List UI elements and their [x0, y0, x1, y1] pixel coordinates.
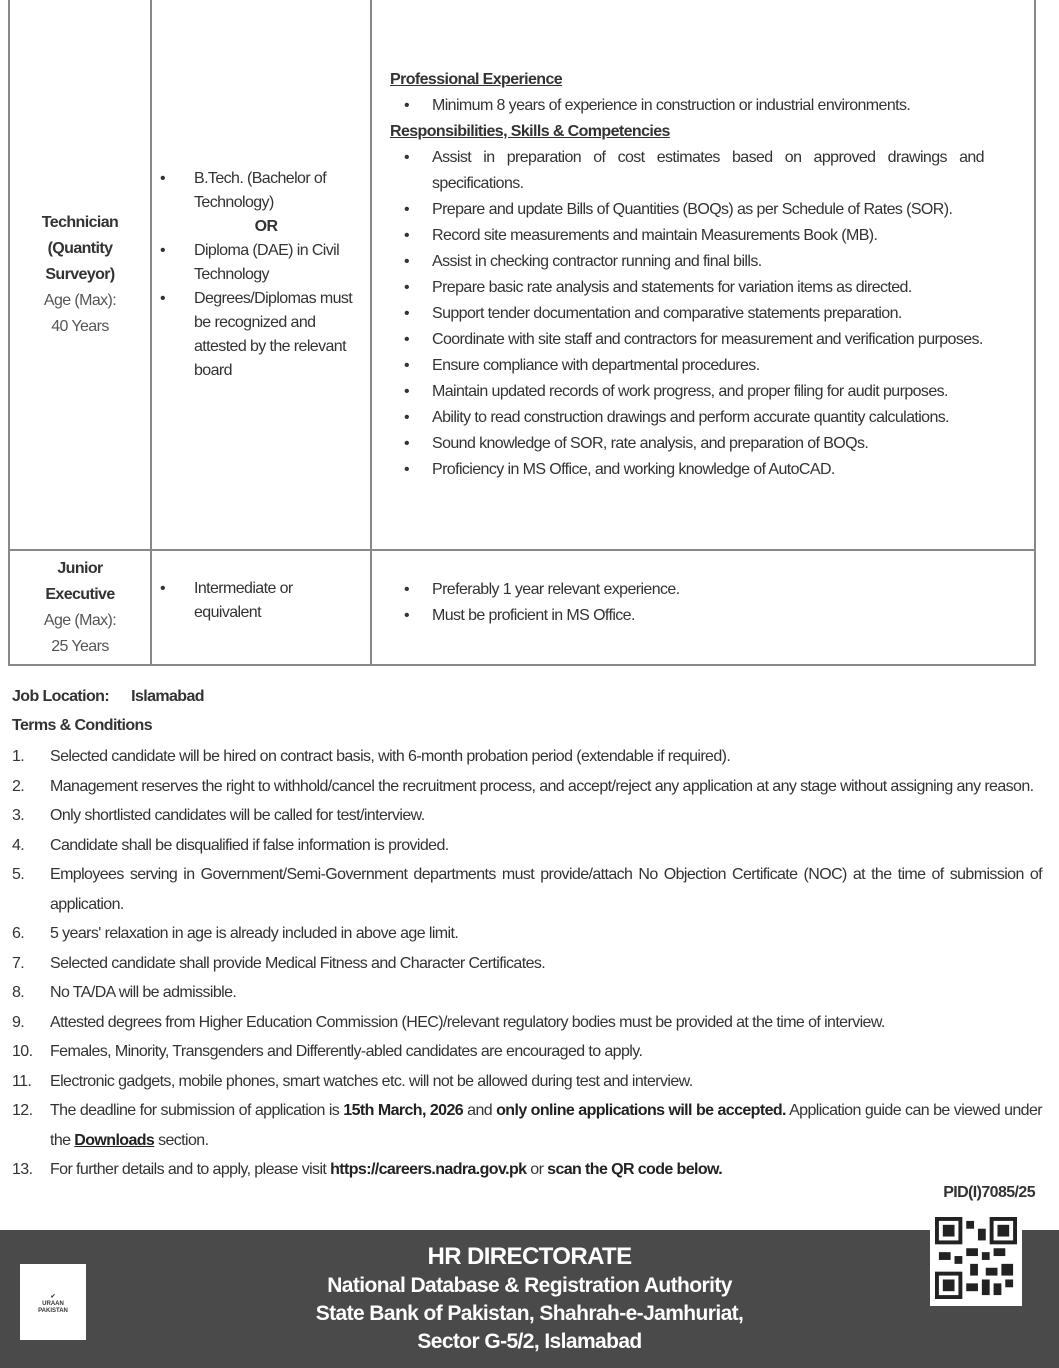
- term-text: Employees serving in Government/Semi-Government departments must provide/attach No Objection Certificate (NOC) at the time of submission of application.: [50, 866, 1042, 913]
- age-value: 40 Years: [51, 317, 109, 335]
- term-item: 10. Females, Minority, Transgenders and Differently-abled candidates are encouraged to apply.: [12, 1043, 643, 1060]
- job-location: [12, 684, 204, 710]
- skill-item: • Support tender documentation and comparative statements preparation.: [390, 301, 984, 327]
- term-text: Candidate shall be disqualified if false information is provided.: [50, 836, 449, 854]
- experience-heading: Professional Experience: [390, 70, 563, 88]
- term-text: Electronic gadgets, mobile phones, smart watches etc. will not be allowed during test and interview.: [50, 1072, 693, 1090]
- skill-item: • Maintain updated records of work progress, and proper filing for audit purposes.: [390, 379, 984, 405]
- experience-cell: [371, 0, 1035, 550]
- term-item: 6. 5 years' relaxation in age is already included in above age limit.: [12, 925, 459, 942]
- skill-item: • Assist in preparation of cost estimates based on approved drawings and specifications.: [390, 145, 984, 197]
- skills-list: [390, 145, 984, 483]
- careers-link[interactable]: https://careers.nadra.gov.pk: [330, 1161, 527, 1178]
- skill-item: • Prepare and update Bills of Quantities (BOQs) as per Schedule of Rates (SOR).: [390, 197, 984, 223]
- job-location-value: Islamabad: [131, 688, 204, 705]
- term-text: Only shortlisted candidates will be called for test/interview.: [50, 807, 425, 824]
- qualification-item: • B.Tech. (Bachelor of Technology): [160, 167, 360, 215]
- skill-item: • Ensure compliance with departmental procedures.: [390, 353, 984, 379]
- footer-address: Sector G-5/2, Islamabad: [417, 1330, 642, 1353]
- table-row: [9, 550, 1035, 665]
- qualification-item: • Intermediate or equivalent: [160, 577, 360, 625]
- age-value: 25 Years: [51, 637, 109, 655]
- footer-title: HR DIRECTORATE: [427, 1243, 632, 1270]
- qualification-item: • Degrees/Diplomas must be recognized and attested by the relevant board: [160, 287, 360, 383]
- footer-org: National Database & Registration Authority: [327, 1274, 732, 1297]
- skill-item: • Proficiency in MS Office, and working knowledge of AutoCAD.: [390, 457, 984, 483]
- skill-item: • Record site measurements and maintain Measurements Book (MB).: [390, 223, 984, 249]
- position-cell: [9, 0, 151, 550]
- term-item: 2. Management reserves the right to withhold/cancel the recruitment process, and accept/reject any application at any stage without assigning any reason.: [12, 777, 1034, 795]
- or-label: OR: [254, 217, 278, 235]
- job-location-label: Job Location:: [12, 688, 110, 705]
- age-label: Age (Max):: [43, 611, 117, 629]
- positions-table: [8, 0, 1036, 666]
- term-text: Selected candidate will be hired on contract basis, with 6-month probation period (extendable if required).: [50, 748, 731, 765]
- experience-item: • Must be proficient in MS Office.: [390, 603, 984, 629]
- skill-item: • Assist in checking contractor running and final bills.: [390, 249, 984, 275]
- term-text: Attested degrees from Higher Education Commission (HEC)/relevant regulatory bodies must be provided at the time of interview.: [50, 1013, 885, 1031]
- term-text: Management reserves the right to withhold/cancel the recruitment process, and accept/reject any application at any stage without assigning any reason.: [50, 777, 1034, 795]
- footer: [0, 1230, 1059, 1368]
- terms-list: [12, 742, 1042, 1185]
- skill-item: • Ability to read construction drawings and perform accurate quantity calculations.: [390, 405, 984, 431]
- position-cell: [9, 550, 151, 665]
- position-title: Junior: [57, 559, 103, 577]
- experience-item: • Minimum 8 years of experience in construction or industrial environments.: [390, 93, 984, 119]
- skill-item: • Sound knowledge of SOR, rate analysis, and preparation of BOQs.: [390, 431, 984, 457]
- term-item: 8. No TA/DA will be admissible.: [12, 984, 237, 1001]
- term-text: 5 years' relaxation in age is already included in above age limit.: [50, 925, 459, 942]
- footer-address: State Bank of Pakistan, Shahrah-e-Jamhuriat,: [315, 1302, 744, 1325]
- qualification-cell: [151, 0, 371, 550]
- qr-code-icon: [935, 1215, 1017, 1301]
- term-item: 1. Selected candidate will be hired on contract basis, with 6-month probation period (extendable if required).: [12, 748, 731, 765]
- term-item: 3. Only shortlisted candidates will be called for test/interview.: [12, 807, 425, 824]
- skill-item: • Prepare basic rate analysis and statements for variation items as directed.: [390, 275, 984, 301]
- experience-item: • Preferably 1 year relevant experience.: [390, 577, 984, 603]
- term-text: Females, Minority, Transgenders and Differently-abled candidates are encouraged to apply.: [50, 1043, 643, 1060]
- qr-code[interactable]: [930, 1210, 1022, 1306]
- pid-number: PID(I)7085/25: [943, 1184, 1035, 1201]
- position-title: Technician: [41, 213, 119, 231]
- downloads-link[interactable]: Downloads: [74, 1131, 155, 1149]
- position-title: Executive: [45, 585, 115, 603]
- term-text: Selected candidate shall provide Medical Fitness and Character Certificates.: [50, 954, 546, 972]
- experience-cell: [371, 550, 1035, 665]
- qualification-item: • Diploma (DAE) in Civil Technology: [160, 239, 360, 287]
- skills-heading: Responsibilities, Skills & Competencies: [390, 122, 670, 140]
- age-label: Age (Max):: [43, 291, 117, 309]
- term-item: 13. For further details and to apply, please visit https://careers.nadra.gov.pk or scan the QR code below.: [12, 1161, 723, 1178]
- table-row: [9, 0, 1035, 550]
- qualification-cell: [151, 550, 371, 665]
- term-text: No TA/DA will be admissible.: [50, 984, 237, 1001]
- skill-item: • Coordinate with site staff and contractors for measurement and verification purposes.: [390, 327, 984, 353]
- term-item: 9. Attested degrees from Higher Education Commission (HEC)/relevant regulatory bodies must be provided at the time of interview.: [12, 1013, 885, 1031]
- term-item: 5. Employees serving in Government/Semi-Government departments must provide/attach No Objection Certificate (NOC) at the time of submission of application.: [12, 866, 1042, 913]
- term-item: 4. Candidate shall be disqualified if false information is provided.: [12, 836, 449, 854]
- position-title: Surveyor): [45, 265, 115, 283]
- terms-heading: Terms & Conditions: [12, 717, 153, 734]
- term-item: 11. Electronic gadgets, mobile phones, smart watches etc. will not be allowed during test and interview.: [12, 1072, 693, 1090]
- term-item: 12. The deadline for submission of application is 15th March, 2026 and only online applications will be accepted. Application guide can be viewed under the Downloads section.: [12, 1102, 1042, 1149]
- uraan-pakistan-logo: ✔ URAAN PAKISTAN: [20, 1264, 86, 1340]
- position-title: (Quantity: [47, 239, 113, 257]
- term-item: 7. Selected candidate shall provide Medical Fitness and Character Certificates.: [12, 954, 546, 972]
